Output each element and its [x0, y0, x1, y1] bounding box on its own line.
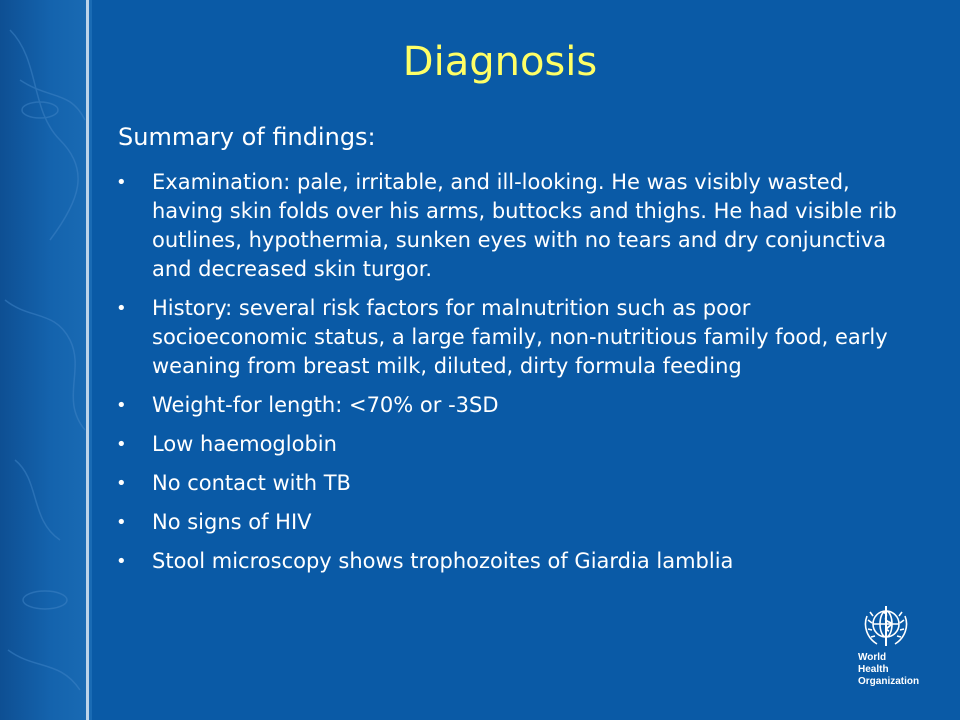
list-item-text: No signs of HIV: [152, 510, 312, 534]
vertical-divider: [86, 0, 89, 720]
list-item: [112, 430, 912, 459]
list-item: [112, 547, 912, 576]
who-logo: [856, 602, 920, 688]
decorative-pattern-icon: [0, 0, 92, 720]
who-logo-line2: Organization: [858, 676, 920, 687]
bullet-icon: •: [116, 473, 127, 494]
bullet-icon: •: [116, 551, 127, 572]
slide-title: Diagnosis: [402, 39, 598, 85]
list-item: [112, 391, 912, 420]
list-item-text: Low haemoglobin: [152, 432, 337, 456]
slide-subtitle: Summary of findings:: [118, 123, 376, 151]
list-item-text: Examination: pale, irritable, and ill-looking. He was visibly wasted, having skin folds over his arms, buttocks and thighs. He had visible rib outlines, hypothermia, sunken eyes with no tears and dry conjunctiva and decreased skin turgor.: [152, 170, 897, 281]
list-item-text: History: several risk factors for malnutrition such as poor socioeconomic status, a large family, non-nutritious family food, early weaning from breast milk, diluted, dirty formula feeding: [152, 296, 888, 378]
list-item: [112, 168, 912, 284]
bullet-icon: •: [116, 298, 127, 319]
list-item: [112, 508, 912, 537]
list-item-text: Weight-for length: <70% or -3SD: [152, 393, 499, 417]
list-item: [112, 469, 912, 498]
list-item: [112, 294, 912, 381]
who-logo-line1: World Health: [858, 652, 889, 675]
list-item-text: Stool microscopy shows trophozoites of Giardia lamblia: [152, 549, 734, 573]
bullet-icon: •: [116, 434, 127, 455]
findings-list: [112, 168, 912, 586]
bullet-icon: •: [116, 395, 127, 416]
who-logo-text: [856, 652, 920, 688]
decorative-left-band: [0, 0, 92, 720]
list-item-text: No contact with TB: [152, 471, 351, 495]
who-emblem-icon: [861, 602, 911, 650]
bullet-icon: •: [116, 512, 127, 533]
bullet-icon: •: [116, 172, 127, 193]
